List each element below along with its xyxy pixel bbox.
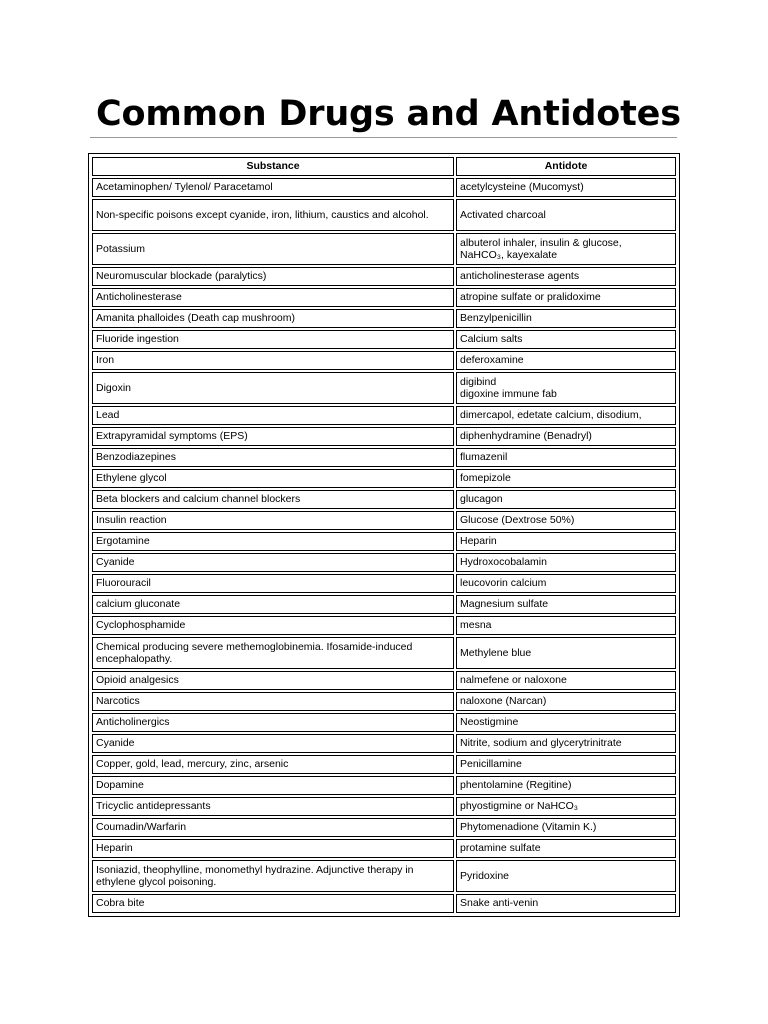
antidote-cell: acetylcysteine (Mucomyst) xyxy=(456,178,676,197)
table-row xyxy=(92,860,676,892)
substance-cell: Anticholinesterase xyxy=(92,288,454,307)
antidote-cell: nalmefene or naloxone xyxy=(456,671,676,690)
substance-cell: Narcotics xyxy=(92,692,454,711)
table-row xyxy=(92,330,676,349)
substance-cell: Amanita phalloides (Death cap mushroom) xyxy=(92,309,454,328)
table-row xyxy=(92,490,676,509)
table-row xyxy=(92,469,676,488)
antidote-cell: mesna xyxy=(456,616,676,635)
table-row xyxy=(92,755,676,774)
substance-cell: Potassium xyxy=(92,233,454,265)
table-row xyxy=(92,713,676,732)
table-row xyxy=(92,637,676,669)
antidote-cell: deferoxamine xyxy=(456,351,676,370)
substance-cell: Chemical producing severe methemoglobinemia. Ifosamide-induced encephalopathy. xyxy=(92,637,454,669)
table-row xyxy=(92,553,676,572)
substance-cell: Cobra bite xyxy=(92,894,454,913)
antidote-cell: Hydroxocobalamin xyxy=(456,553,676,572)
substance-cell: Extrapyramidal symptoms (EPS) xyxy=(92,427,454,446)
table-row xyxy=(92,671,676,690)
table-row xyxy=(92,427,676,446)
substance-cell: Benzodiazepines xyxy=(92,448,454,467)
table-row xyxy=(92,692,676,711)
antidote-cell: atropine sulfate or pralidoxime xyxy=(456,288,676,307)
table-row xyxy=(92,288,676,307)
antidote-cell: albuterol inhaler, insulin & glucose, NaHCO₃, kayexalate xyxy=(456,233,676,265)
substance-cell: Beta blockers and calcium channel blockers xyxy=(92,490,454,509)
table-row xyxy=(92,267,676,286)
table-row xyxy=(92,199,676,231)
substance-cell: Cyanide xyxy=(92,553,454,572)
substance-cell: Acetaminophen/ Tylenol/ Paracetamol xyxy=(92,178,454,197)
column-header-substance: Substance xyxy=(92,157,454,176)
table-row xyxy=(92,595,676,614)
table-row xyxy=(92,233,676,265)
substance-cell: calcium gluconate xyxy=(92,595,454,614)
antidote-cell: Phytomenadione (Vitamin K.) xyxy=(456,818,676,837)
antidote-cell: digibind digoxine immune fab xyxy=(456,372,676,404)
table-row xyxy=(92,511,676,530)
substance-cell: Anticholinergics xyxy=(92,713,454,732)
substance-cell: Cyclophosphamide xyxy=(92,616,454,635)
antidote-cell: Heparin xyxy=(456,532,676,551)
antidote-cell: Benzylpenicillin xyxy=(456,309,676,328)
antidote-cell: anticholinesterase agents xyxy=(456,267,676,286)
antidote-cell: Calcium salts xyxy=(456,330,676,349)
table-row xyxy=(92,734,676,753)
substance-cell: Fluoride ingestion xyxy=(92,330,454,349)
antidote-cell: Glucose (Dextrose 50%) xyxy=(456,511,676,530)
table-row xyxy=(92,309,676,328)
substance-cell: Tricyclic antidepressants xyxy=(92,797,454,816)
table-row xyxy=(92,532,676,551)
substance-cell: Non-specific poisons except cyanide, iron, lithium, caustics and alcohol. xyxy=(92,199,454,231)
substance-cell: Opioid analgesics xyxy=(92,671,454,690)
table-row xyxy=(92,574,676,593)
antidote-cell: fomepizole xyxy=(456,469,676,488)
antidote-cell: Nitrite, sodium and glycerytrinitrate xyxy=(456,734,676,753)
antidote-cell: leucovorin calcium xyxy=(456,574,676,593)
table-row xyxy=(92,818,676,837)
table-body xyxy=(92,178,676,913)
title-divider xyxy=(90,137,677,138)
antidote-cell: Methylene blue xyxy=(456,637,676,669)
table-row xyxy=(92,351,676,370)
antidote-cell: diphenhydramine (Benadryl) xyxy=(456,427,676,446)
table-row xyxy=(92,797,676,816)
page-title: Common Drugs and Antidotes xyxy=(96,94,681,134)
substance-cell: Heparin xyxy=(92,839,454,858)
table-row xyxy=(92,372,676,404)
substance-cell: Neuromuscular blockade (paralytics) xyxy=(92,267,454,286)
antidote-cell: phentolamine (Regitine) xyxy=(456,776,676,795)
column-header-antidote: Antidote xyxy=(456,157,676,176)
antidote-cell: glucagon xyxy=(456,490,676,509)
antidote-cell: Magnesium sulfate xyxy=(456,595,676,614)
antidote-cell: dimercapol, edetate calcium, disodium, xyxy=(456,406,676,425)
substance-cell: Fluorouracil xyxy=(92,574,454,593)
antidote-cell: Snake anti-venin xyxy=(456,894,676,913)
substance-cell: Insulin reaction xyxy=(92,511,454,530)
antidote-cell: naloxone (Narcan) xyxy=(456,692,676,711)
antidotes-table xyxy=(88,153,680,917)
table-row xyxy=(92,178,676,197)
substance-cell: Isoniazid, theophylline, monomethyl hydrazine. Adjunctive therapy in ethylene glycol poisoning. xyxy=(92,860,454,892)
table-row xyxy=(92,894,676,913)
table-row xyxy=(92,616,676,635)
substance-cell: Iron xyxy=(92,351,454,370)
substance-cell: Dopamine xyxy=(92,776,454,795)
antidote-cell: protamine sulfate xyxy=(456,839,676,858)
substance-cell: Lead xyxy=(92,406,454,425)
antidote-cell: Neostigmine xyxy=(456,713,676,732)
table-row xyxy=(92,839,676,858)
antidote-cell: phyostigmine or NaHCO₃ xyxy=(456,797,676,816)
substance-cell: Copper, gold, lead, mercury, zinc, arsenic xyxy=(92,755,454,774)
substance-cell: Cyanide xyxy=(92,734,454,753)
table-row xyxy=(92,448,676,467)
table-header-row xyxy=(92,157,676,176)
table-row xyxy=(92,406,676,425)
antidote-cell: Activated charcoal xyxy=(456,199,676,231)
substance-cell: Ergotamine xyxy=(92,532,454,551)
substance-cell: Ethylene glycol xyxy=(92,469,454,488)
antidote-cell: Penicillamine xyxy=(456,755,676,774)
antidote-cell: Pyridoxine xyxy=(456,860,676,892)
substance-cell: Coumadin/Warfarin xyxy=(92,818,454,837)
table-row xyxy=(92,776,676,795)
antidote-cell: flumazenil xyxy=(456,448,676,467)
substance-cell: Digoxin xyxy=(92,372,454,404)
